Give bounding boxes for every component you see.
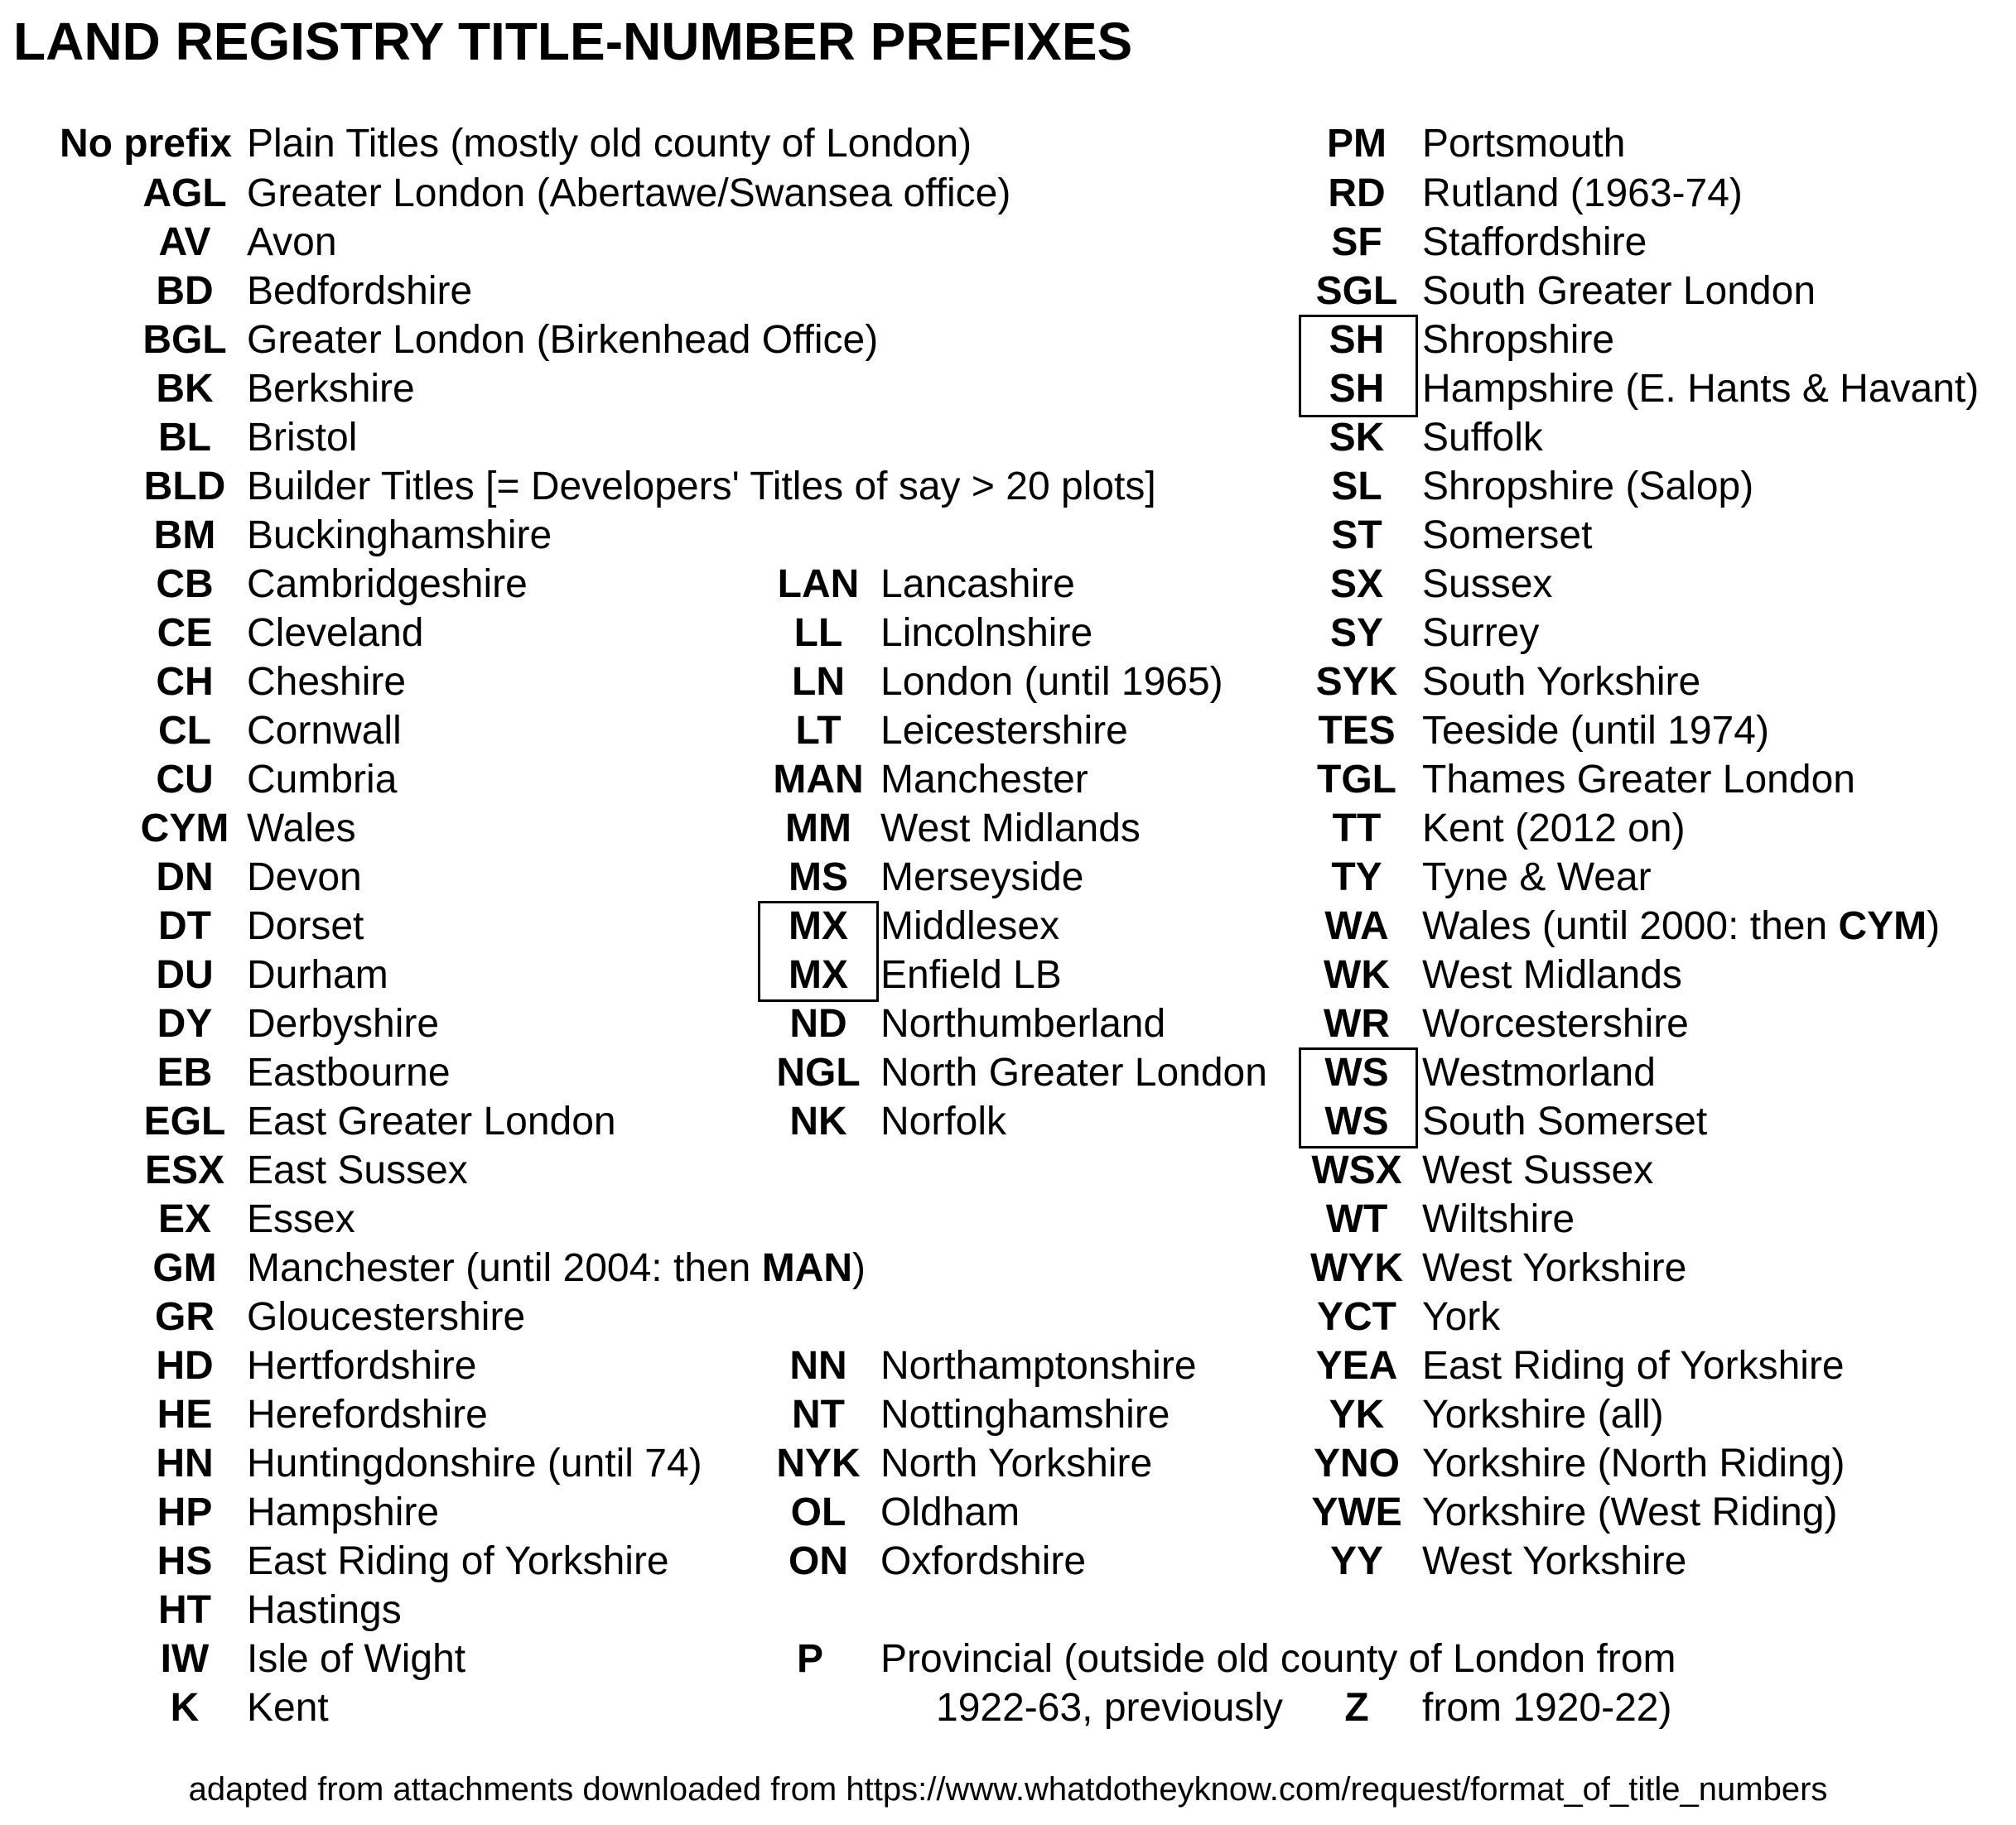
prefix-code: AV: [158, 220, 211, 264]
prefix-code: BL: [158, 416, 211, 460]
prefix-code: NGL: [776, 1051, 861, 1095]
prefix-code: LN: [792, 660, 845, 704]
prefix-description: South Yorkshire: [1422, 660, 1701, 704]
prefix-code: LT: [795, 709, 842, 753]
prefix-description: Yorkshire (North Riding): [1422, 1442, 1845, 1486]
prefix-code: TES: [1318, 709, 1396, 753]
prefix-code: DU: [156, 953, 214, 997]
prefix-code: GR: [155, 1295, 215, 1339]
prefix-description: Nottinghamshire: [880, 1393, 1170, 1437]
prefix-description: Cumbria: [247, 758, 398, 802]
prefix-description: West Yorkshire: [1422, 1539, 1687, 1583]
prefix-description: Yorkshire (all): [1422, 1393, 1664, 1437]
prefix-description: Teeside (until 1974): [1422, 709, 1769, 753]
prefix-code: SL: [1331, 465, 1382, 508]
prefix-description: Wales: [247, 807, 356, 850]
prefix-code: WR: [1324, 1002, 1390, 1046]
prefix-code: DY: [157, 1002, 213, 1046]
prefix-code: YK: [1329, 1393, 1385, 1437]
prefix-code: OL: [790, 1490, 846, 1534]
prefix-code: MM: [785, 807, 851, 850]
prefix-description: Greater London (Birkenhead Office): [247, 318, 879, 362]
description-text-after: ): [1927, 904, 1941, 948]
description-bold-code: MAN: [761, 1246, 853, 1290]
prefix-description: Eastbourne: [247, 1051, 451, 1095]
prefix-description: Herefordshire: [247, 1393, 488, 1437]
prefix-description: Gloucestershire: [247, 1295, 526, 1339]
prefix-description: Hampshire (E. Hants & Havant): [1422, 367, 1980, 411]
prefix-description: Hastings: [247, 1588, 402, 1632]
prefix-description: Avon: [247, 220, 337, 264]
prefix-description: Durham: [247, 953, 388, 997]
prefix-description: York: [1422, 1295, 1501, 1339]
prefix-code: HT: [158, 1588, 211, 1632]
prefix-code: P: [796, 1637, 823, 1681]
prefix-code: HS: [157, 1539, 213, 1583]
prefix-code: YWE: [1311, 1490, 1402, 1534]
prefix-description: Oldham: [880, 1490, 1020, 1534]
prefix-code: SK: [1329, 416, 1385, 460]
prefix-code: ESX: [144, 1148, 225, 1192]
prefix-code: NT: [792, 1393, 845, 1437]
prefix-description: [247, 1245, 866, 1293]
prefix-code: NK: [789, 1100, 847, 1144]
prefix-description: Tyne & Wear: [1422, 855, 1652, 899]
prefix-code: WYK: [1310, 1246, 1403, 1290]
prefix-code: YCT: [1317, 1295, 1396, 1339]
prefix-description: Rutland (1963-74): [1422, 171, 1743, 215]
prefix-description: South Greater London: [1422, 269, 1816, 313]
prefix-description: Surrey: [1422, 611, 1540, 655]
prefix-code: HN: [156, 1442, 214, 1486]
prefix-description: Northamptonshire: [880, 1344, 1197, 1388]
prefix-code: IW: [160, 1637, 210, 1681]
prefix-code: PM: [1327, 122, 1387, 166]
prefix-code: SY: [1329, 611, 1384, 655]
prefix-code: MS: [789, 855, 848, 899]
prefix-description: East Riding of Yorkshire: [1422, 1344, 1845, 1388]
prefix-description: Hertfordshire: [247, 1344, 477, 1388]
prefix-code: YY: [1329, 1539, 1384, 1583]
prefix-code: RD: [1328, 171, 1386, 215]
prefix-description: Greater London (Abertawe/Swansea office): [247, 171, 1011, 215]
prefix-code: TY: [1331, 855, 1382, 899]
prefix-description: Cornwall: [247, 709, 402, 753]
prefix-description: Norfolk: [880, 1100, 1007, 1144]
prefix-description: Isle of Wight: [247, 1637, 466, 1681]
prefix-code: EX: [157, 1197, 212, 1241]
prefix-description: West Midlands: [1422, 953, 1682, 997]
source-footer: adapted from attachments downloaded from https://www.whatdotheyknow.com/request/format_of_title_numbers: [188, 1771, 1828, 1808]
prefix-code-z: Z: [1344, 1686, 1369, 1730]
prefix-description: Portsmouth: [1422, 122, 1626, 166]
prefix-code: SX: [1329, 562, 1384, 606]
prefix-description: Northumberland: [880, 1002, 1166, 1046]
prefix-code: YEA: [1315, 1344, 1398, 1388]
prefix-description: Worcestershire: [1422, 1002, 1689, 1046]
prefix-code: CL: [158, 709, 211, 753]
prefix-description: Staffordshire: [1422, 220, 1647, 264]
prefix-description: Merseyside: [880, 855, 1084, 899]
prefix-code: WS: [1324, 1051, 1389, 1095]
prefix-description: Wiltshire: [1422, 1197, 1575, 1241]
prefix-description: Kent: [247, 1686, 329, 1730]
description-text: Manchester (until 2004: then: [247, 1246, 762, 1290]
prefix-description: Dorset: [247, 904, 364, 948]
prefix-description: Westmorland: [1422, 1051, 1656, 1095]
prefix-description: Cleveland: [247, 611, 424, 655]
prefix-code: EGL: [143, 1100, 226, 1144]
prefix-code: ST: [1331, 513, 1382, 557]
prefix-code: WSX: [1311, 1148, 1402, 1192]
prefix-code: BM: [153, 513, 216, 557]
prefix-code: TT: [1332, 807, 1382, 850]
description-bold-code: CYM: [1838, 904, 1927, 948]
prefix-code: HE: [157, 1393, 213, 1437]
prefix-code: WA: [1324, 904, 1389, 948]
prefix-description: Lincolnshire: [880, 611, 1093, 655]
prefix-code: MX: [789, 904, 848, 948]
prefix-description: Thames Greater London: [1422, 758, 1855, 802]
prefix-code: TGL: [1317, 758, 1396, 802]
prefix-description: Berkshire: [247, 367, 415, 411]
prefix-description: Manchester: [880, 758, 1088, 802]
prefix-description: East Sussex: [247, 1148, 468, 1192]
description-text: Wales (until 2000: then: [1422, 904, 1839, 948]
prefix-description: Buckinghamshire: [247, 513, 552, 557]
prefix-description: East Greater London: [247, 1100, 616, 1144]
prefix-code: EB: [157, 1051, 213, 1095]
prefix-code: CYM: [140, 807, 229, 850]
prefix-code: AGL: [142, 171, 227, 215]
prefix-code: BLD: [143, 465, 226, 508]
prefix-code: NYK: [776, 1442, 861, 1486]
prefix-description: Cambridgeshire: [247, 562, 528, 606]
prefix-description: [1422, 903, 1940, 951]
prefix-description: Suffolk: [1422, 416, 1543, 460]
prefix-description: Shropshire (Salop): [1422, 465, 1754, 508]
prefix-code: NN: [789, 1344, 847, 1388]
prefix-description: Middlesex: [880, 904, 1060, 948]
prefix-description: West Yorkshire: [1422, 1246, 1687, 1290]
prefix-description: Kent (2012 on): [1422, 807, 1686, 850]
prefix-code: K: [170, 1686, 200, 1730]
prefix-description: East Riding of Yorkshire: [247, 1539, 669, 1583]
prefix-description: Cheshire: [247, 660, 407, 704]
prefix-code: MX: [789, 953, 848, 997]
p-continuation-text: 1922-63, previously: [936, 1686, 1283, 1730]
prefix-code: BD: [156, 269, 214, 313]
prefix-description: London (until 1965): [880, 660, 1223, 704]
prefix-code: DT: [158, 904, 211, 948]
prefix-description: Huntingdonshire (until 74): [247, 1442, 702, 1486]
prefix-code: SYK: [1315, 660, 1398, 704]
prefix-description: Derbyshire: [247, 1002, 440, 1046]
prefix-description: Shropshire: [1422, 318, 1615, 362]
p-continuation-desc: from 1920-22): [1422, 1686, 1672, 1730]
prefix-code: CE: [157, 611, 213, 655]
prefix-code: BK: [156, 367, 214, 411]
prefix-code: SH: [1329, 318, 1385, 362]
prefix-code: No prefix: [59, 122, 232, 166]
prefix-code: CB: [156, 562, 214, 606]
prefix-code: BGL: [142, 318, 227, 362]
prefix-description: Builder Titles [= Developers' Titles of say > 20 plots]: [247, 465, 1156, 508]
prefix-description: West Sussex: [1422, 1148, 1654, 1192]
prefix-description: North Yorkshire: [880, 1442, 1153, 1486]
prefix-description: Lancashire: [880, 562, 1075, 606]
prefix-description: Enfield LB: [880, 953, 1062, 997]
prefix-description: Sussex: [1422, 562, 1553, 606]
description-text-after: ): [852, 1246, 866, 1290]
prefix-code: MAN: [773, 758, 864, 802]
prefix-description: South Somerset: [1422, 1100, 1708, 1144]
prefix-description: Somerset: [1422, 513, 1593, 557]
prefix-code: DN: [156, 855, 214, 899]
prefix-code: GM: [152, 1246, 217, 1290]
prefix-code: WS: [1324, 1100, 1389, 1144]
prefix-description: Hampshire: [247, 1490, 440, 1534]
prefix-description: Bedfordshire: [247, 269, 473, 313]
prefix-description: Oxfordshire: [880, 1539, 1087, 1583]
prefix-code: SF: [1331, 220, 1382, 264]
prefix-code: LL: [793, 611, 843, 655]
prefix-code: YNO: [1313, 1442, 1400, 1486]
prefix-description: Yorkshire (West Riding): [1422, 1490, 1838, 1534]
prefix-description: West Midlands: [880, 807, 1141, 850]
prefix-code: ON: [789, 1539, 848, 1583]
prefix-code: CU: [156, 758, 214, 802]
prefix-description: North Greater London: [880, 1051, 1267, 1095]
prefix-code: ND: [789, 1002, 847, 1046]
page-title: LAND REGISTRY TITLE-NUMBER PREFIXES: [13, 12, 1133, 71]
prefix-description: Provincial (outside old county of London from: [880, 1637, 1676, 1681]
prefix-code: SH: [1329, 367, 1385, 411]
prefix-code: LAN: [777, 562, 860, 606]
prefix-description: Bristol: [247, 416, 358, 460]
prefix-description: Essex: [247, 1197, 355, 1241]
prefix-code: WK: [1324, 953, 1390, 997]
prefix-code: HD: [156, 1344, 214, 1388]
prefix-code: CH: [156, 660, 214, 704]
prefix-code: HP: [157, 1490, 213, 1534]
prefix-description: Devon: [247, 855, 362, 899]
prefix-description: Plain Titles (mostly old county of London): [247, 122, 972, 166]
prefix-code: SGL: [1315, 269, 1398, 313]
prefix-code: WT: [1325, 1197, 1388, 1241]
prefix-description: Leicestershire: [880, 709, 1128, 753]
